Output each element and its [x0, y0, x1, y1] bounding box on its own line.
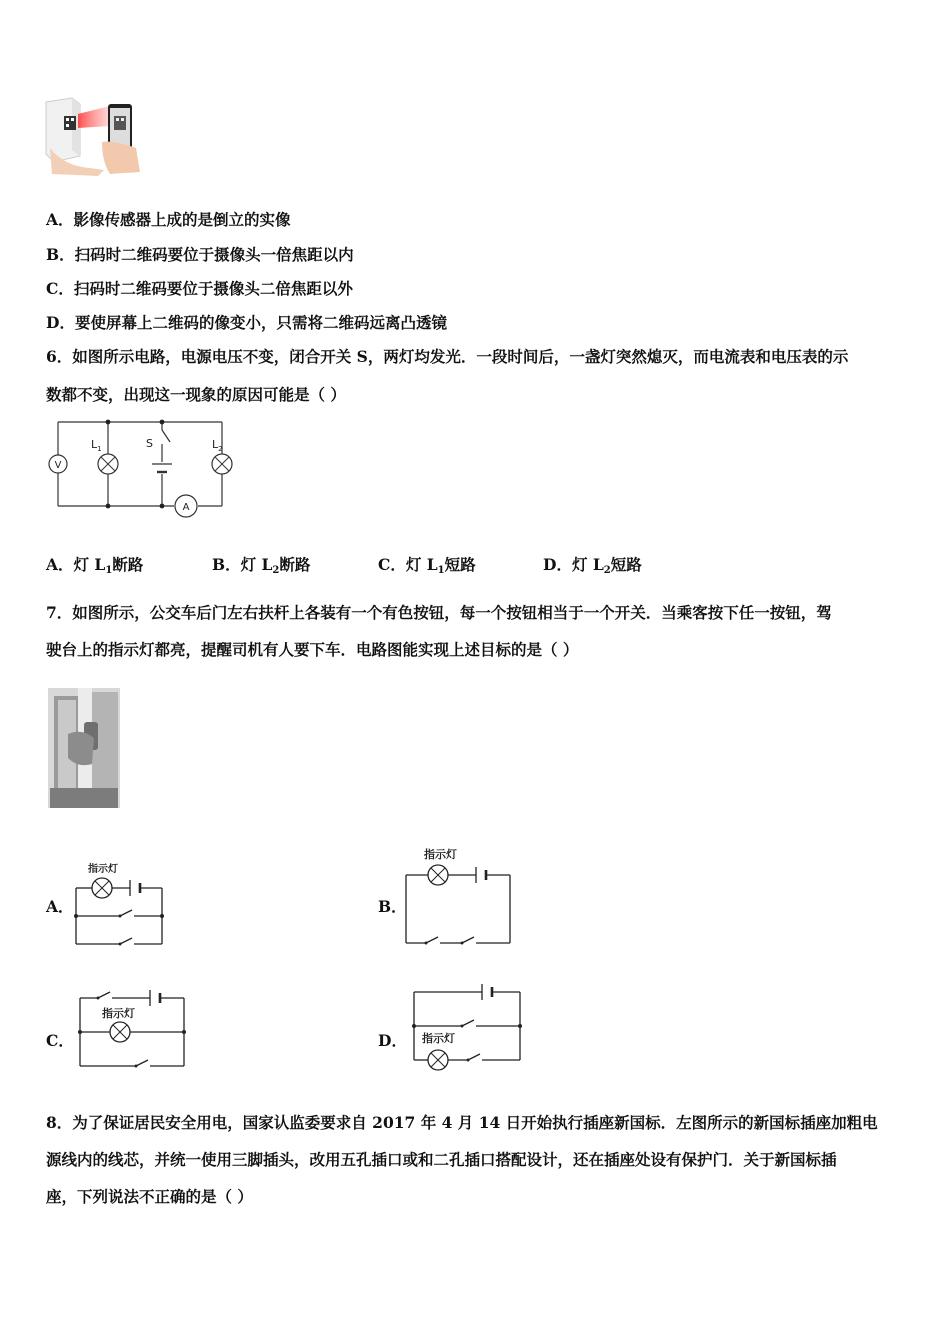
q7-circuit-a — [70, 860, 170, 952]
q6-option-b: B．灯 $L_2$断路 — [212, 555, 311, 576]
voltmeter-label: V — [54, 460, 62, 471]
q6-circuit-diagram — [44, 418, 234, 523]
q7-circuit-b — [400, 843, 518, 951]
q6-option-d: D．灯 $L_2$短路 — [543, 555, 642, 576]
qr-scan-photo — [44, 96, 142, 176]
q7-circuit-c — [74, 988, 190, 1072]
indicator-lamp-label: 指示灯 — [424, 848, 457, 861]
lamp-l1-label: $L_1$ — [91, 438, 102, 453]
lamp-l1-icon — [98, 454, 118, 474]
lamp-l2-label: $L_2$ — [212, 438, 223, 453]
q7-option-d-label: D． — [378, 1031, 407, 1050]
q8-stem-line3: 座，下列说法不正确的是（ ） — [46, 1187, 253, 1206]
q7-option-b-label: B． — [378, 897, 407, 916]
q8-stem-line1: 8．为了保证居民安全用电，国家认监委要求自 2017 年 4 月 14 日开始执行插座新国标．左图所示的新国标插座加粗电 — [46, 1113, 878, 1132]
q6-stem-line2: 数都不变，出现这一现象的原因可能是（ ） — [46, 385, 346, 404]
indicator-lamp-label: 指示灯 — [88, 864, 118, 875]
indicator-lamp-icon — [110, 1022, 130, 1042]
q6-stem-line1: 6．如图所示电路，电源电压不变，闭合开关 S，两灯均发光．一段时间后，一盏灯突然熄灭，而电流表和电压表的示 — [46, 347, 849, 366]
q8-stem-line2: 源线内的线芯，并统一使用三脚插头，改用五孔插口或和二孔插口搭配设计，还在插座处设有保护门．关于新国标插 — [46, 1150, 837, 1169]
indicator-lamp-label: 指示灯 — [422, 1032, 455, 1045]
ammeter-icon — [175, 495, 197, 517]
q5-option-c: C．扫码时二维码要位于摄像头二倍焦距以外 — [46, 279, 353, 298]
q7-option-a-label: A． — [46, 897, 74, 916]
q7-option-c-label: C． — [46, 1031, 74, 1050]
q7-circuit-d — [406, 982, 526, 1074]
q5-option-d: D．要使屏幕上二维码的像变小，只需将二维码远离凸透镜 — [46, 313, 447, 332]
voltmeter-icon — [49, 455, 67, 473]
q6-option-c: C．灯 $L_1$短路 — [378, 555, 476, 576]
bus-door-photo — [48, 688, 120, 808]
q5-option-b: B．扫码时二维码要位于摄像头一倍焦距以内 — [46, 245, 354, 264]
q5-option-a: A．影像传感器上成的是倒立的实像 — [46, 210, 291, 229]
q7-stem-line2: 驶台上的指示灯都亮，提醒司机有人要下车．电路图能实现上述目标的是（ ） — [46, 640, 579, 659]
indicator-lamp-icon — [428, 865, 448, 885]
indicator-lamp-label: 指示灯 — [102, 1007, 135, 1020]
q6-option-a: A．灯 $L_1$断路 — [46, 555, 144, 576]
ammeter-label: A — [182, 502, 190, 513]
indicator-lamp-icon — [92, 878, 112, 898]
switch-label: S — [146, 437, 153, 450]
q7-stem-line1: 7．如图所示，公交车后门左右扶杆上各装有一个有色按钮，每一个按钮相当于一个开关．当乘客按下任一按钮，驾 — [46, 603, 832, 622]
indicator-lamp-icon — [428, 1050, 448, 1070]
lamp-l2-icon — [212, 454, 232, 474]
